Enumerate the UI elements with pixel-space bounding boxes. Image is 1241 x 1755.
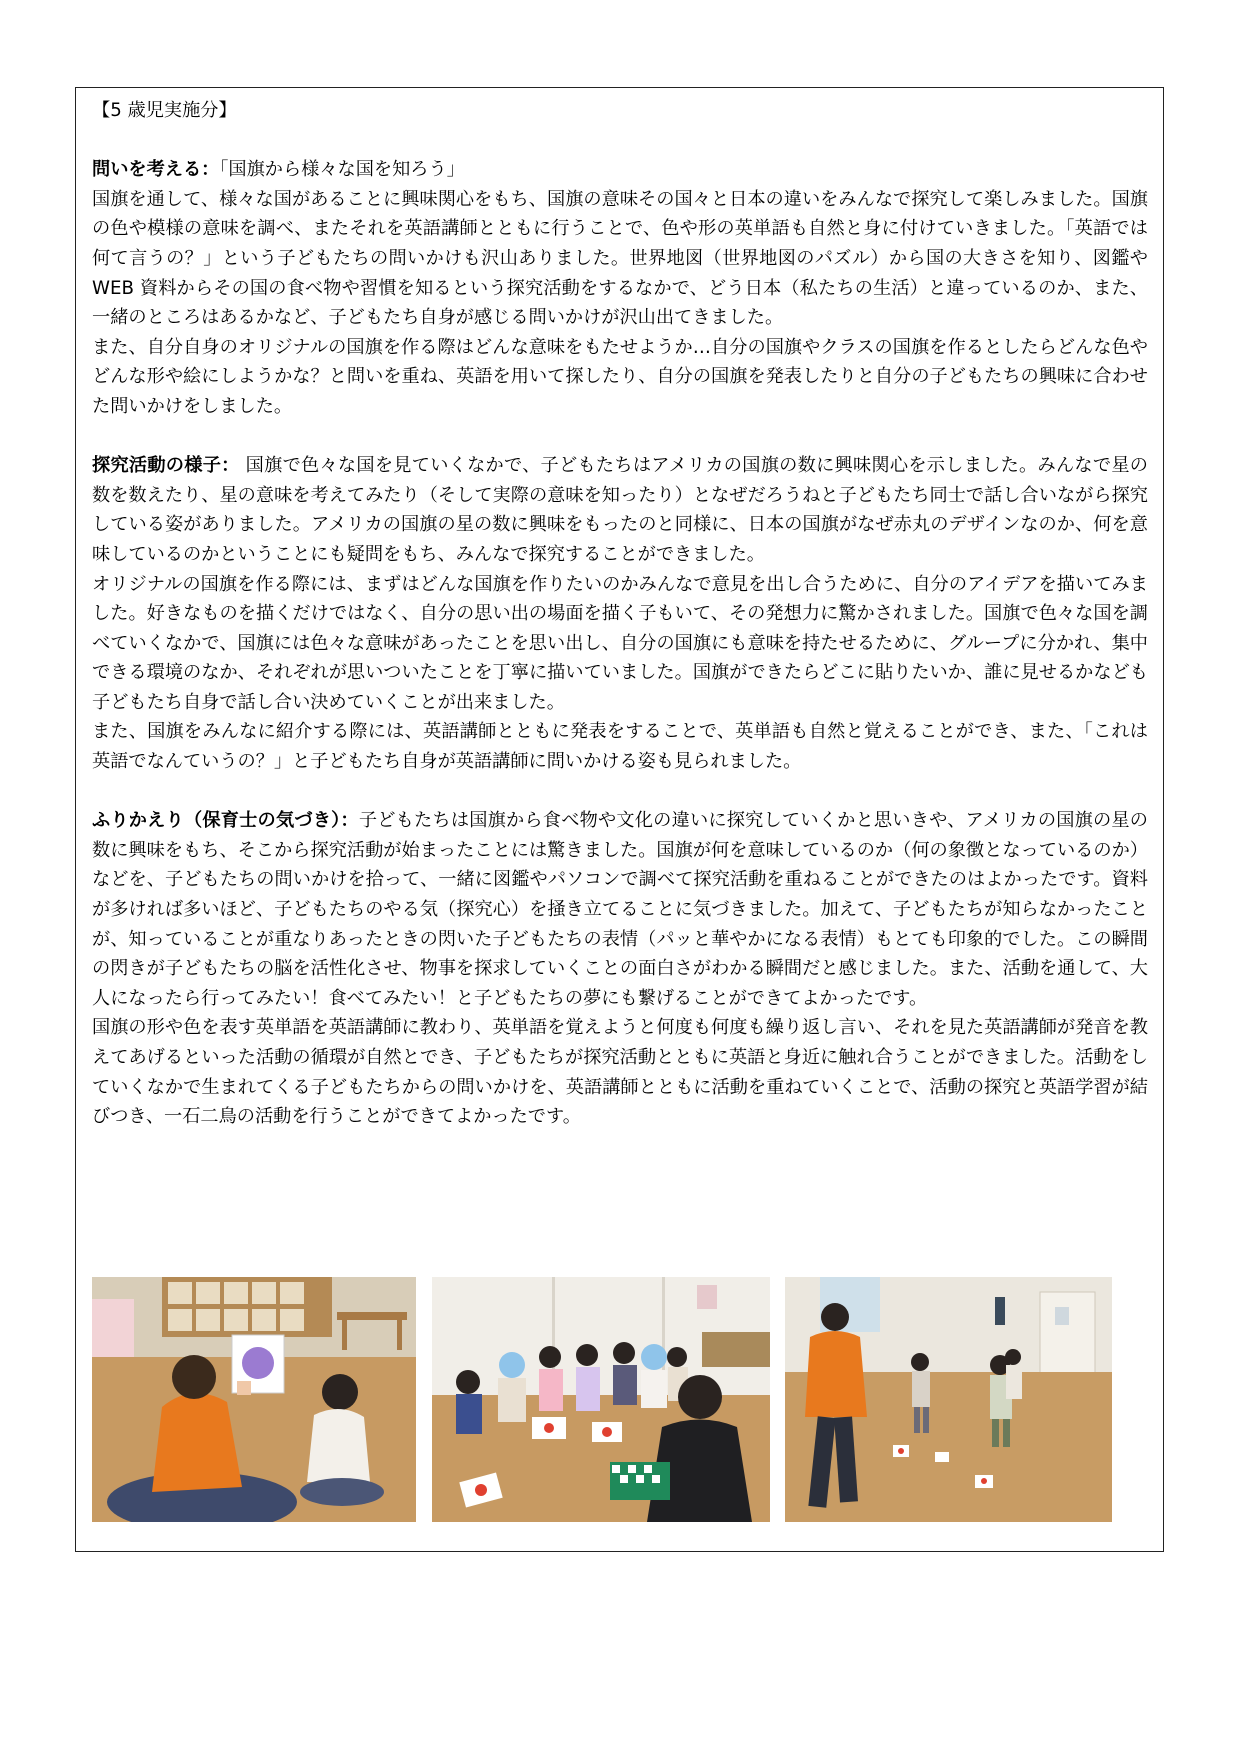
- section-question-title: 「国旗から様々な国を知ろう」: [219, 159, 465, 181]
- section-reflection: [92, 806, 1148, 1013]
- photo-teacher-with-child: [92, 1277, 416, 1522]
- section-question-label: 問いを考える：: [92, 159, 220, 181]
- section-question-paragraph-1: 国旗を通して、様々な国があることに興味関心をもち、国旗の意味その国々と日本の違いをみんなで探究して楽しみました。国旗の色や模様の意味を調べ、またそれを英語講師とともに行うことで、色や形の英単語も自然と身に付けていきました。「英語では何て言うの？」という子どもたちの問いかけも沢山ありました。世界地図（世界地図のパズル）から国の大きさを知り、図鑑や WEB 資料からその国の食べ物や習慣を知るという探究活動をするなかで、どう日本（私たちの生活）と違っているのか、また、一緒のところはあるかなど、子どもたち自身が感じる問いかけが沢山出てきました。: [92, 188, 1148, 329]
- page-heading: 【5 歳児実施分】: [92, 100, 237, 121]
- section-reflection-label: ふりかえり（保育士の気づき）：: [92, 810, 359, 832]
- report-content: [92, 96, 1148, 1132]
- section-reflection-paragraph-2: 国旗の形や色を表す英単語を英語講師に教わり、英単語を覚えようと何度も何度も繰り返し言い、それを見た英語講師が発音を教えてあげるといった活動の循環が自然とでき、子どもたちが探究活動とともに英語と身近に触れ合うことができました。活動をしていくなかで生まれてくる子どもたちからの問いかけを、英語講師とともに活動を重ねていくことで、活動の探究と英語学習が結びつき、一石二鳥の活動を行うことができてよかったです。: [92, 1017, 1148, 1128]
- section-reflection-paragraph-1: 子どもたちは国旗から食べ物や文化の違いに探究していくかと思いきや、アメリカの国旗の星の数に興味をもち、そこから探究活動が始まったことには驚きました。国旗が何を意味しているのか（何の象徴となっているのか）などを、子どもたちの問いかけを拾って、一緒に図鑑やパソコンで調べて探究活動を重ねることができたのはよかったです。資料が多ければ多いほど、子どもたちのやる気（探究心）を掻き立てることに気づきました。加えて、子どもたちが知らなかったことが、知っていることが重なりあったときの閃いた子どもたちの表情（パッと華やかになる表情）もとても印象的でした。この瞬間の閃きが子どもたちの脳を活性化させ、物事を探求していくことの面白さがわかる瞬間だと感じました。また、活動を通して、大人になったら行ってみたい！食べてみたい！と子どもたちの夢にも繋げることができてよかったです。: [92, 810, 1148, 1009]
- photo-strip: [92, 1277, 1148, 1522]
- section-activity-label: 探究活動の様子：: [92, 455, 240, 477]
- section-question-paragraph-2: また、自分自身のオリジナルの国旗を作る際はどんな意味をもたせようか…自分の国旗やクラスの国旗を作るとしたらどんな色やどんな形や絵にしようかな？と問いを重ね、英語を用いて探したり、自分の国旗を発表したりと自分の子どもたちの興味に合わせた問いかけをしました。: [92, 336, 1148, 417]
- section-activity-paragraph-2: オリジナルの国旗を作る際には、まずはどんな国旗を作りたいのかみんなで意見を出し合うために、自分のアイデアを描いてみました。好きなものを描くだけではなく、自分の思い出の場面を描く子もいて、その発想力に驚かされました。国旗で色々な国を調べていくなかで、国旗には色々な意味があったことを思い出し、自分の国旗にも意味を持たせるために、グループに分かれ、集中できる環境のなか、それぞれが思いついたことを丁寧に描いていました。国旗ができたらどこに貼りたいか、誰に見せるかなども子どもたち自身で話し合い決めていくことが出来ました。: [92, 573, 1148, 713]
- section-activity: [92, 451, 1148, 569]
- photo-children-sitting: [432, 1277, 770, 1522]
- section-activity-paragraph-3: また、国旗をみんなに紹介する際には、英語講師とともに発表をすることで、英単語も自然と覚えることができ、また、「これは英語でなんていうの？」と子どもたち自身が英語講師に問いかける姿も見られました。: [92, 721, 1148, 773]
- section-question: [92, 155, 1148, 333]
- section-activity-paragraph-1: 国旗で色々な国を見ていくなかで、子どもたちはアメリカの国旗の数に興味関心を示しました。みんなで星の数を数えたり、星の意味を考えてみたり（そして実際の意味を知ったり）となぜだろうねと子どもたち同士で話し合いながら探究している姿がありました。アメリカの国旗の星の数に興味をもったのと同様に、日本の国旗がなぜ赤丸のデザインなのか、何を意味しているのかということにも疑問をもち、みんなで探究することができました。: [92, 455, 1148, 565]
- photo-teacher-presenting: [785, 1277, 1112, 1522]
